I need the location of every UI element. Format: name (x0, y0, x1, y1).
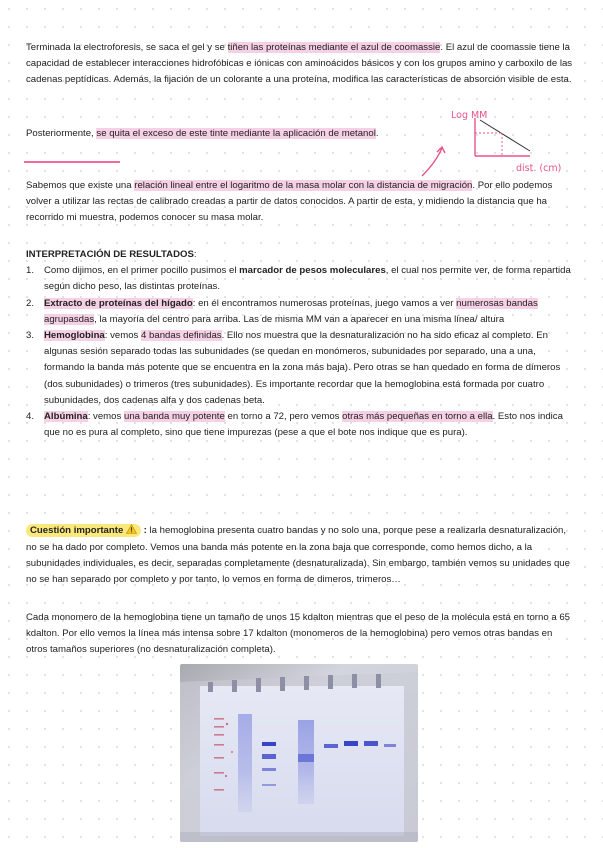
highlight: otras más pequeñas en torno a ella (342, 411, 493, 423)
item-number: 2. (26, 297, 35, 309)
highlight: una banda muy potente (123, 411, 225, 423)
text: . Por ello podemos volver a utilizar las rectas de calibrado creadas a partir de datos conocidos. A partir de esta, y midiendo la distancia que ha recorrido mi muestra, podemos conocer su masa molar. (26, 180, 553, 223)
cuestion-paragraph-2: Cada monomero de la hemoglobina tiene un tamaño de unos 15 kdalton mientras que el peso de la molécula está en torno a 65 kdalton. Por ello vemos la línea más intensa sobre 17 kdalton (monomeros de la hemoglobina) pero vemos otras bandas en otros tamaños superiores (no desnaturalización completa). (26, 612, 571, 655)
sketch-arrow (422, 148, 442, 176)
text: Terminada la electroforesis, se saca el gel y se (26, 42, 228, 53)
text: , la mayoría del centro para arriba. Las de misma MM van a aparecer en una misma línea/ altura (94, 313, 505, 325)
sketch-x-label: dist. (cm) (516, 163, 562, 174)
text: . Esto nos indica que no es pura al completo, sino que tiene impurezas (pese a que el bote nos indique que es pura). (44, 411, 563, 439)
intro-paragraph-3 (26, 178, 576, 226)
heading-text: INTERPRETACIÓN DE RESULTADOS (26, 249, 194, 260)
gel-photo (180, 664, 418, 842)
text: Como dijimos, en el primer pocillo pusimos el (44, 265, 240, 277)
text: . El azul de coomassie tiene la capacidad de establecer interacciones hidrofóbicas e iónicas con aminoácidos básicos y con los grupos amino y carboxilo de las cadenas peptídicas. Además, la fijación de un colorante a una proteína, modifica las características de absorción visible de esta. (26, 42, 573, 85)
text: . Ello nos muestra que la desnaturalización no ha sido eficaz al completo. En algunas sesión separado todas las subunidades (se quedan en monómeros, subunidades por separado, una a una, formando la banda más potente que se encuentra en la zona más baja). Pero otras se han quedado en forma de dímeros (dos subunidades) o trimeros (tres subunidades). Es importante recordar que la hemoglobina está formada por cuatro subunidades, dos cadenas alfa y dos cadenas beta. (44, 330, 561, 406)
text: : en él encontramos numerosas proteínas, juego vamos a ver (192, 297, 457, 309)
results-section (26, 247, 576, 441)
item-number: 4. (26, 411, 35, 423)
warning-icon (126, 524, 137, 540)
cuestion-paragraph (26, 523, 576, 588)
sketch-calibration-line (480, 120, 530, 151)
text: Sabemos que existe una (26, 180, 135, 191)
sketch-y-label: Log MM (451, 110, 488, 121)
text: en torno a 72, pero vemos (224, 411, 343, 423)
highlight: 4 bandas definidas (141, 330, 222, 342)
cuestion-colon: : (140, 525, 147, 536)
bold-term: Hemoglobina (44, 330, 105, 342)
heading-colon: : (193, 249, 197, 260)
text: Posteriormente, (26, 128, 97, 139)
bold-term: Albúmina (44, 411, 88, 423)
text: . (375, 128, 379, 139)
intro-paragraph-1 (26, 40, 576, 88)
text: : vemos (104, 330, 142, 342)
result-item-2 (26, 296, 576, 328)
result-item-4 (26, 409, 576, 441)
bold-term: Extracto de proteínas del hígado (44, 297, 193, 309)
text: , el cual nos permite ver, de forma repartida según dicho peso, las distintas proteínas. (44, 265, 571, 293)
item-number: 3. (26, 330, 35, 342)
gel-image (180, 664, 418, 842)
bold-term: marcador de pesos moleculares (239, 265, 386, 277)
results-heading (26, 247, 576, 263)
highlight: tiñen las proteínas mediante el azul de coomassie (227, 42, 441, 53)
cuestion-text: la hemoglobina presenta cuatro bandas y no solo una, porque pese a realizarla desnaturalización, no se ha dado por completo. Vemos una banda más potente en la zona baja que corresponde, como hemos dicho, a la subunidades individuales, es decir, separadas completamente (desnaturalizada). Sin embargo, también vemos su unidades que no se han separado por completo y por tanto, lo vemos en forma de dimeros, trimeros… (26, 525, 570, 585)
calibration-sketch (418, 104, 588, 180)
highlight: numerosas bandas agrupasdas (44, 297, 538, 325)
cuestion-badge (26, 524, 141, 537)
result-item-3 (26, 328, 576, 409)
pink-divider (24, 161, 120, 163)
item-number: 1. (26, 265, 35, 277)
text: : vemos (87, 411, 124, 423)
cuestion-label: Cuestión importante (30, 525, 124, 536)
highlight: se quita el exceso de este tinte mediante la aplicación de metanol (96, 128, 376, 139)
highlight: relación lineal entre el logaritmo de la masa molar con la distancia de migración (134, 180, 473, 191)
intro-paragraph-2 (26, 126, 426, 142)
result-item-1 (26, 263, 576, 295)
